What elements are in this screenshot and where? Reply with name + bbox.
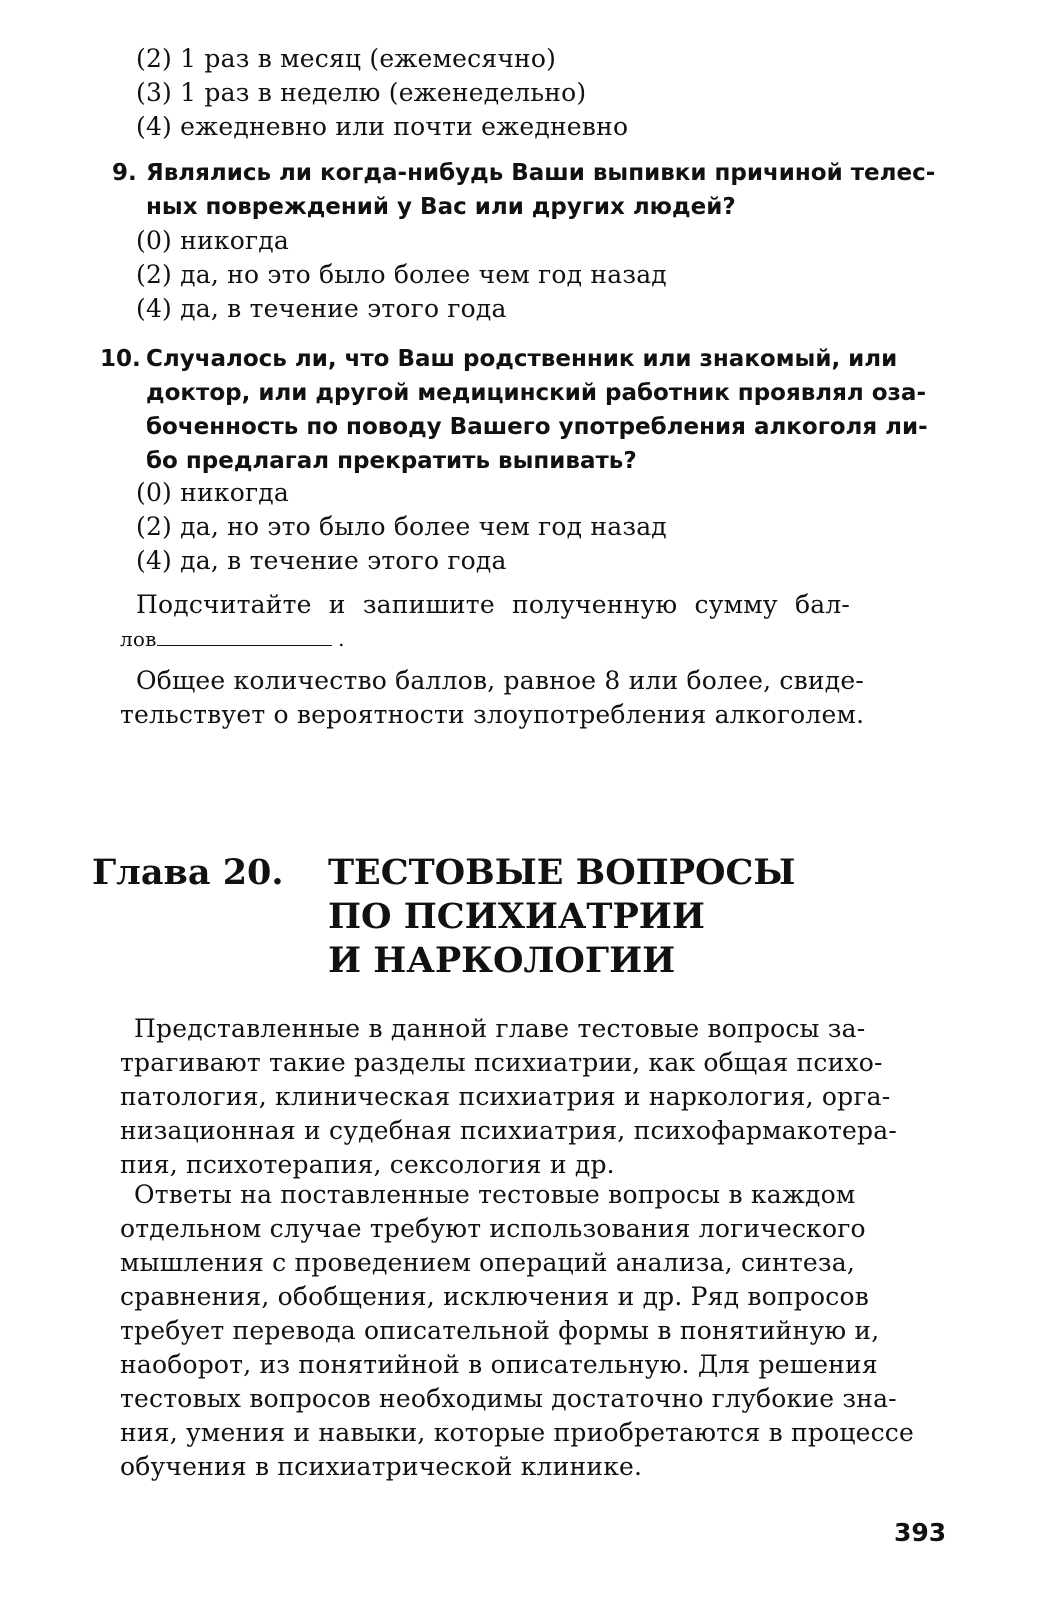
body-line: мышления с проведением операций анализа, синтеза, — [120, 1248, 855, 1277]
score-instruction-end: лов — [120, 627, 157, 651]
question-text: ных повреждений у Вас или других людей? — [146, 194, 736, 220]
chapter-title: ПО ПСИХИАТРИИ — [328, 896, 705, 937]
option-line: (4) да, в течение этого года — [136, 294, 507, 323]
score-instruction: Подсчитайте и запишите полученную сумму бал- — [136, 590, 851, 619]
question-number: 10. — [100, 346, 141, 372]
score-interpretation: тельствует о вероятности злоупотребления алкоголем. — [120, 700, 865, 729]
option-line: (0) никогда — [136, 478, 289, 507]
question-text: боченность по поводу Вашего употребления алкоголя ли- — [146, 414, 928, 440]
body-line: требует перевода описательной формы в понятийную и, — [120, 1316, 880, 1345]
body-line: патология, клиническая психиатрия и наркология, орга- — [120, 1082, 891, 1111]
body-line: Представленные в данной главе тестовые вопросы за- — [134, 1014, 866, 1043]
score-period: . — [338, 627, 345, 651]
body-line: тестовых вопросов необходимы достаточно глубокие зна- — [120, 1384, 897, 1413]
question-text: Случалось ли, что Ваш родственник или знакомый, или — [146, 346, 898, 372]
question-text: Являлись ли когда-нибудь Ваши выпивки причиной телес- — [146, 160, 936, 186]
option-line: (4) ежедневно или почти ежедневно — [136, 112, 629, 141]
question-text: доктор, или другой медицинский работник проявлял оза- — [146, 380, 926, 406]
body-line: сравнения, обобщения, исключения и др. Ряд вопросов — [120, 1282, 869, 1311]
body-line: пия, психотерапия, сексология и др. — [120, 1150, 615, 1179]
question-number: 9. — [112, 160, 137, 186]
body-line: наоборот, из понятийной в описательную. Для решения — [120, 1350, 878, 1379]
option-line: (3) 1 раз в неделю (еженедельно) — [136, 78, 587, 107]
body-line: трагивают такие разделы психиатрии, как общая психо- — [120, 1048, 883, 1077]
option-line: (2) да, но это было более чем год назад — [136, 512, 667, 541]
body-line: ния, умения и навыки, которые приобретаются в процессе — [120, 1418, 915, 1447]
body-line: низационная и судебная психиатрия, психофармакотера- — [120, 1116, 897, 1145]
score-blank — [157, 625, 332, 646]
question-text: бо предлагал прекратить выпивать? — [146, 448, 637, 474]
chapter-title: И НАРКОЛОГИИ — [328, 940, 676, 981]
body-line: Ответы на поставленные тестовые вопросы в каждом — [134, 1180, 856, 1209]
option-line: (2) 1 раз в месяц (ежемесячно) — [136, 44, 557, 73]
score-interpretation: Общее количество баллов, равное 8 или более, свиде- — [136, 666, 864, 695]
body-line: обучения в психиатрической клинике. — [120, 1452, 643, 1481]
chapter-label: Глава 20. — [92, 852, 284, 893]
body-line: отдельном случае требуют использования логического — [120, 1214, 866, 1243]
option-line: (4) да, в течение этого года — [136, 546, 507, 575]
option-line: (2) да, но это было более чем год назад — [136, 260, 667, 289]
option-line: (0) никогда — [136, 226, 289, 255]
chapter-title: ТЕСТОВЫЕ ВОПРОСЫ — [328, 852, 796, 893]
score-line — [120, 622, 345, 656]
page-number: 393 — [894, 1518, 947, 1547]
